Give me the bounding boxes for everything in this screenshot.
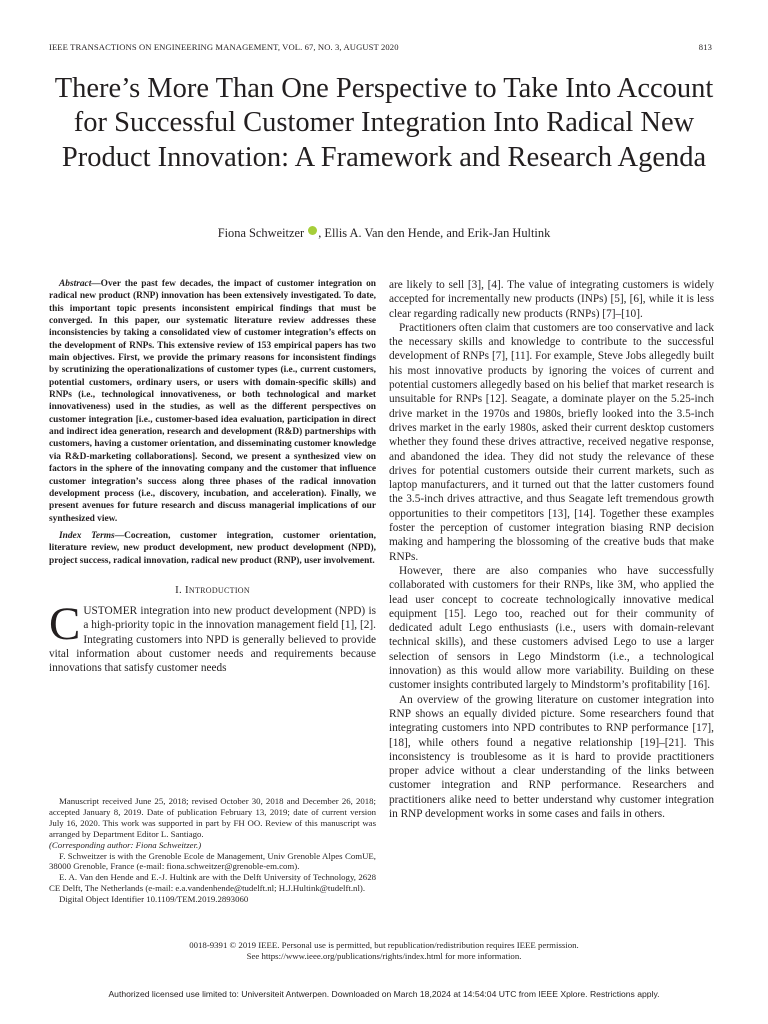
intro-first-word: USTOMER <box>83 604 138 617</box>
section-number: I. <box>175 583 182 596</box>
author-first: Fiona Schweitzer <box>217 226 305 240</box>
license-notice: Authorized licensed use limited to: Universiteit Antwerpen. Downloaded on March 18,2024 at 14:54:04 UTC from IEEE Xplore. Restrictions apply. <box>108 989 660 999</box>
running-head <box>49 42 712 54</box>
footnote-corresponding: (Corresponding author: Fiona Schweitzer.) <box>49 839 202 850</box>
author-list <box>40 226 728 241</box>
body-paragraph: However, there are also companies who have successfully collaborated with customers for their RNPs, like 3M, who applied the lead user concept to cocreate technologically innovative medical equipment [15]. Lego too, reached out for their community of dedicated adult Lego enthusiasts (i.e., users with domain-relevant technical skills), and these customers advised Lego to use a larger selection of sensors in Lego Mindstorm (i.e., a technological innovation) as this would allow more variability. Building on these customer insights contributed largely to Mindstorm’s profitability [16]. <box>389 564 714 692</box>
paper-title: There’s More Than One Perspective to Take Into Account for Successful Customer Integration Into Radical New Product Innovation: A Framework and Research Agenda <box>54 73 714 173</box>
drop-cap: C <box>49 597 81 650</box>
right-column <box>389 278 714 821</box>
abstract <box>49 278 376 525</box>
section-title: Introduction <box>184 583 250 596</box>
body-paragraph: An overview of the growing literature on customer integration into RNP shows an equally divided picture. Some researchers found that integrating customers into NPD contributes to RNP performance [17], [18], while others found a negative relationship [19]–[21]. This inconsistency is troublesome as it is hard to provide practitioners proper advice without a clear understanding of the links between customer integration and RNP performance. Researchers and practitioners alike need to better understand why customer integration in RNP development works in some cases and fails in others. <box>389 693 714 820</box>
orcid-icon[interactable] <box>308 226 317 235</box>
body-paragraph: Practitioners often claim that customers are too conservative and lack the necessary skills and knowledge to contribute to the successful development of RNPs [7], [11]. For example, Steve Jobs allegedly built his most innovative products by ignoring the voices of current and potential customers allegedly based on his belief that market research is unsuitable for RNPs [12]. Seagate, a dominate player on the 5.25-inch drive market in the 1970s and 1980s, briefly looked into the 3.5-inch drives market in the early 1980s, asked their current desktop customers whether they found these drives attractive, received negative response, and abandoned the idea. They did not study the relevance of these drives for potential customers outside their current markets, such as laptop manufacturers, and it turned out that the latter customers found the 3.5-inch drives attractive, and thus Seagate left tremendous growth opportunities to their competitors [13], [14]. Together these examples foster the perception of customer integration biasing RNP decision making and hampering the blossoming of the creative buds that make RNPs. <box>389 321 714 563</box>
footnote-doi: Digital Object Identifier 10.1109/TEM.2019.2893060 <box>59 894 249 905</box>
copyright-line-1: 0018-9391 © 2019 IEEE. Personal use is permitted, but republication/redistribution requires IEEE permission. <box>189 940 579 950</box>
intro-paragraph <box>49 597 376 675</box>
page-number: 813 <box>698 42 712 52</box>
abstract-label: Abstract <box>59 279 92 289</box>
author-rest: , Ellis A. Van den Hende, and Erik-Jan Hultink <box>318 226 551 240</box>
footnote-affiliation-1: F. Schweitzer is with the Grenoble Ecole de Management, Univ Grenoble Alpes ComUE, 38000 Grenoble, France (e-mail: fiona.schweitzer@grenoble-em.com). <box>49 850 376 872</box>
intro-text: integration into new product development (NPD) is a high-priority topic in the innovation management field [1], [2]. Integrating customers into NPD is generally believed to provide vital information about customer needs and requirements because innovations that satisfy customer needs <box>49 604 376 675</box>
left-column <box>49 278 376 675</box>
index-terms <box>49 530 376 567</box>
index-terms-text: —Cocreation, customer integration, customer orientation, literature review, new product development, new product development (NPD), project success, radical innovation, radical new product (RNP), user involvement. <box>49 530 376 566</box>
footnote-affiliation-2: E. A. Van den Hende and E.-J. Hultink are with the Delft University of Technology, 2628 CE Delft, The Netherlands (e-mail: e.a.vandenhende@tudelft.nl; H.J.Hultink@tudelft.nl). <box>49 872 376 894</box>
copyright-line-2: See https://www.ieee.org/publications/rights/index.html for more information. <box>246 951 522 961</box>
copyright-notice <box>40 940 728 962</box>
index-terms-label: Index Terms <box>59 530 115 541</box>
body-paragraph: are likely to sell [3], [4]. The value of integrating customers is widely accepted for incrementally new products (INPs) [5], [6], while it is less clear regarding radically new products (RNPs) [7]–[10]. <box>389 279 714 320</box>
footnote-manuscript: Manuscript received June 25, 2018; revised October 30, 2018 and December 26, 2018; accepted January 8, 2019. Date of publication February 13, 2019; date of current version July 16, 2020. This work was supported in part by FH OO. Review of this manuscript was arranged by Department Editor L. Santiago. <box>49 796 376 839</box>
journal-name: IEEE TRANSACTIONS ON ENGINEERING MANAGEMENT, VOL. 67, NO. 3, AUGUST 2020 <box>49 42 399 52</box>
abstract-text: —Over the past few decades, the impact of customer integration on radical new product (RNP) innovation has been extensively investigated. To date, this important topic presents inconsistent empirical findings that must be converged. In this paper, our systematic literature review addresses these inconsistencies by taking a consolidated view of customer integration’s effects on the development of RNPs. This extensive review of 153 empirical papers has two main objectives. First, we provide the primary reasons for inconsistent findings by scrutinizing the operationalizations of customer types (i.e., current customers, potential customers, ordinary users, or users with domain-specific skills) and RNPs (i.e., technological innovativeness, or both technological and market innovativeness) used in the studies, as well as the different perspectives on customer integration [i.e., customer-based idea evaluation, participation in direct and indirect idea generation, research and development (R&D) partnerships with customers, having a customer orientation, and disseminating customer knowledge via R&D-marketing collaborations]. Second, we present a synthesized view on factors in the sphere of the innovating company and the customer that influence customer integration’s success along three phases of the radical innovation development process (i.e., discovery, incubation, and acceleration). Finally, we present avenues for future research and discuss managerial implications of our synthesized view. <box>49 279 376 524</box>
section-heading <box>49 584 376 596</box>
footnotes <box>49 796 376 905</box>
